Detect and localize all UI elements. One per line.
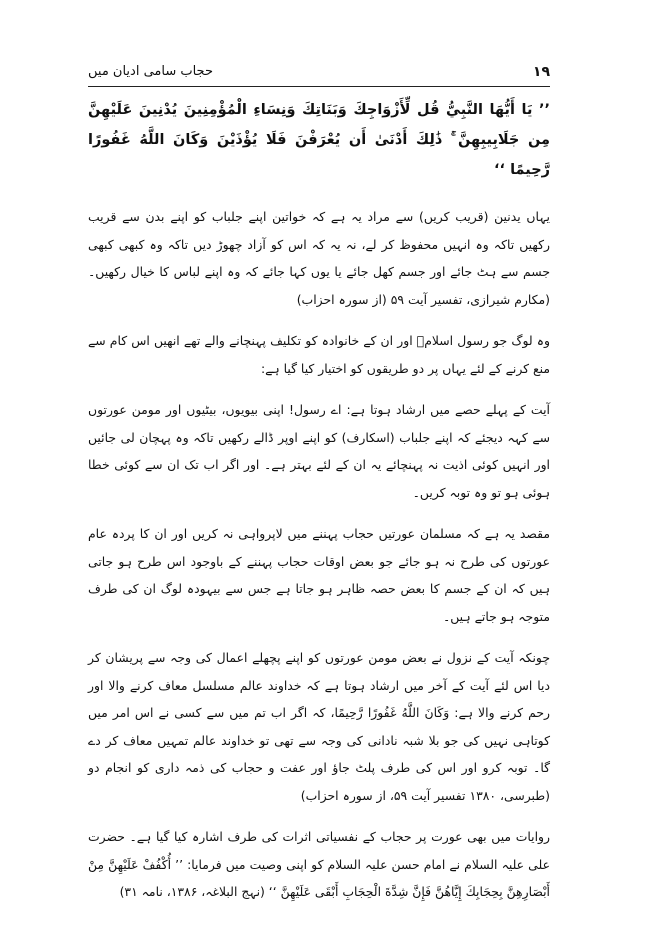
page-body [88,95,550,906]
paragraph-5: چونکہ آیت کے نزول نے بعض مومن عورتوں کو اپنے پچھلے اعمال کی وجہ سے پریشان کر دیا اس لئے آیت کے آخر میں ارشاد ہوتا ہے کہ خداوند عالم مسلسل معاف کرنے والا اور رحم کرنے والا ہے: وَكَانَ اللَّهُ غَفُورًا رَّحِيمًا، کہ اگر اب تم میں سے کسی نے اس امر میں کوتاہی نہیں کی جو بلا شبہ نادانی کی وجہ سے تھی تو خداوند عالم تمہیں معاف کر دے گا۔ توبہ کرو اور اس کی طرف پلٹ جاؤ اور عفت و حجاب کی ذمہ داری کو انجام دو (طبرسی، ۱۳۸۰ تفسیر آیت ۵۹، از سورہ احزاب) [88,650,550,803]
page-header [88,60,550,87]
paragraph-1: یہاں یدنین (قریب کریں) سے مراد یہ ہے کہ خواتین اپنے جلباب کو اپنے بدن سے قریب رکھیں تاکہ وہ انہیں محفوظ کر لے، نہ یہ کہ اس کو آزاد چھوڑ دیں تاکہ وہ کبھی کبھی جسم سے ہٹ جائے اور جسم کھل جائے یا یوں کہا جائے کہ وہ اپنے لباس کا خیال رکھیں۔ (مکارم شیرازی، تفسیر آیت ۵۹ (از سورہ احزاب) [88,209,550,307]
running-title: حجاب سامی ادیان میں [88,64,213,79]
paragraph-2: وہ لوگ جو رسول اسلامؐ اور ان کے خانوادہ کو تکلیف پہنچانے والے تھے انھیں اس کام سے منع کرنے کے لئے یہاں پر دو طریقوں کو اختیار کیا گیا ہے: [88,333,550,376]
paragraph-6: روایات میں بھی عورت پر حجاب کے نفسیاتی اثرات کی طرف اشارہ کیا گیا ہے۔ حضرت علی علیہ السلام نے امام حسن علیہ السلام کو اپنی وصیت میں فرمایا: ’’ أُكْفُفْ عَلَيْهِنَّ مِنْ أَبْصَارِهِنَّ بِحِجَابِكَ إِيَّاهُنَّ فَإِنَّ شِدَّةَ الْحِجَابِ أَبْقَى عَلَيْهِنَّ ‘‘ (نہج البلاغہ، ۱۳۸۶، نامہ ۳۱) [88,829,550,899]
quran-verse: ’’ يَا أَيُّهَا النَّبِيُّ قُل لِّأَزْوَاجِكَ وَبَنَاتِكَ وَنِسَاءِ الْمُؤْمِنِينَ يُدْنِينَ عَلَيْهِنَّ مِن جَلَابِيبِهِنَّ ۚ ذَٰلِكَ أَدْنَىٰ أَن يُعْرَفْنَ فَلَا يُؤْذَيْنَ وَكَانَ اللَّهُ غَفُورًا رَّحِيمًا ‘‘ [88,102,550,178]
paragraph-3: آیت کے پہلے حصے میں ارشاد ہوتا ہے: اے رسول! اپنی بیویوں، بیٹیوں اور مومن عورتوں سے کہہ دیجئے کہ اپنے جلباب (اسکارف) کو اپنے اوپر ڈالے رکھیں تاکہ وہ پہچان لی جائیں اور انہیں کوئی اذیت نہ پہنچائے یہ ان کے لئے بہتر ہے۔ اور اگر اب تک ان سے کوئی خطا ہوئی ہو تو وہ توبہ کریں۔ [88,402,550,500]
page-number: ۱۹ [532,64,550,80]
paragraph-4: مقصد یہ ہے کہ مسلمان عورتیں حجاب پہننے میں لاپرواہی نہ کریں اور ان کا پردہ عام عورتوں کی طرح نہ ہو جائے جو بعض اوقات حجاب پہننے کے باوجود اس طرح ہو جاتی ہیں کہ ان کے جسم کا بعض حصہ ظاہر ہو جاتا ہے جس سے بیہودہ لوگ ان کی طرف متوجہ ہو جاتے ہیں۔ [88,526,550,624]
